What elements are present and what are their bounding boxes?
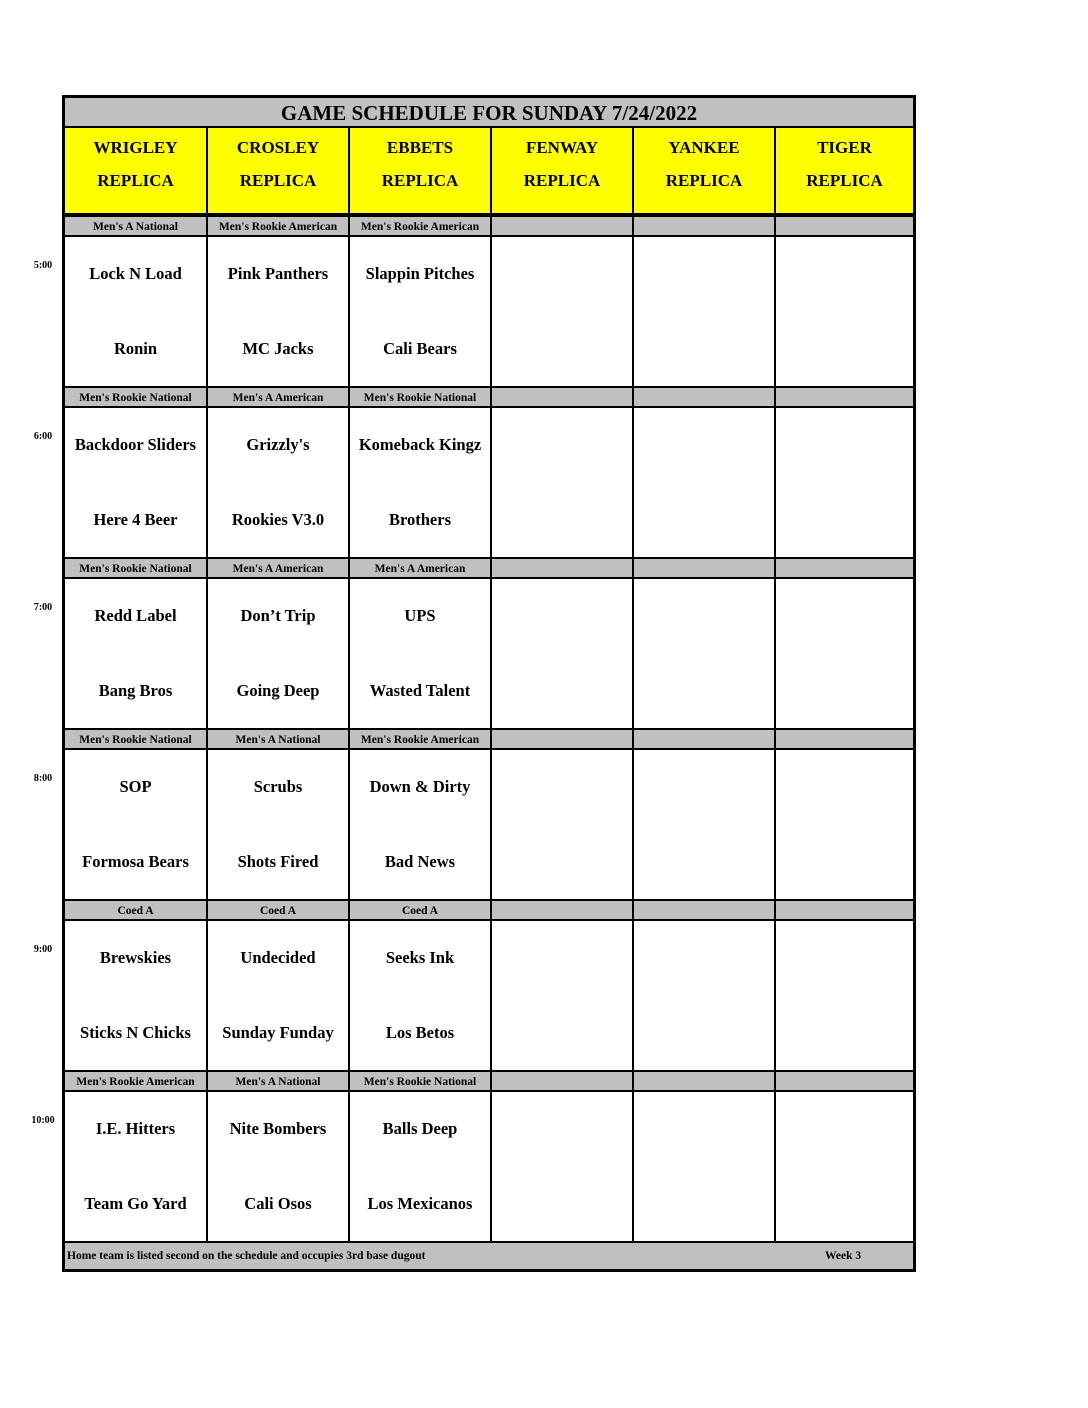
away-team: Brewskies [99,948,172,967]
game-cell [208,750,350,899]
division-label: Men's Rookie American [65,1070,208,1092]
away-team: Undecided [240,948,316,967]
away-team: Scrubs [253,777,303,796]
game-cell [634,579,776,728]
away-team: Backdoor Sliders [74,435,197,454]
game-cell [208,237,350,386]
division-label [776,386,913,408]
game-cell [350,1092,492,1241]
time-label: 6:00 [33,431,53,442]
division-label [634,557,776,579]
field-sub: REPLICA [665,171,743,190]
field-name: EBBETS [386,138,454,157]
game-cell [65,579,208,728]
schedule-title: GAME SCHEDULE FOR SUNDAY 7/24/2022 [65,98,913,128]
game-cell [776,921,913,1070]
away-team: Komeback Kingz [358,435,482,454]
home-team: Going Deep [236,681,320,700]
game-cell [65,750,208,899]
division-label: Men's Rookie National [65,728,208,750]
away-team: Redd Label [94,606,177,625]
away-team: Seeks Ink [385,948,455,967]
division-label: Men's Rookie National [65,386,208,408]
away-team: Pink Panthers [227,264,329,283]
division-label: Men's Rookie American [208,215,350,237]
division-row [65,215,913,237]
game-cell [776,750,913,899]
home-team: Los Betos [385,1023,455,1042]
division-label: Men's Rookie National [350,1070,492,1092]
home-team: Brothers [388,510,452,529]
division-label [634,386,776,408]
game-cell [492,579,634,728]
away-team: Nite Bombers [229,1119,327,1138]
division-label: Men's A National [208,728,350,750]
field-name: WRIGLEY [93,138,178,157]
game-cell [350,408,492,557]
schedule-table [62,95,916,1272]
field-name: TIGER [817,138,872,157]
game-cell [492,408,634,557]
home-team: Sticks N Chicks [80,1023,191,1042]
home-team: Formosa Bears [82,852,189,871]
time-label: 9:00 [33,944,53,955]
field-name: FENWAY [525,138,599,157]
home-team: Here 4 Beer [93,510,178,529]
home-team: Wasted Talent [369,681,471,700]
division-row [65,386,913,408]
game-cell [492,1092,634,1241]
field-sub: REPLICA [97,171,174,190]
time-label: 5:00 [33,260,53,271]
field-header-3 [350,128,492,215]
field-header-2 [208,128,350,215]
home-team: Cali Bears [383,339,457,358]
away-team: Grizzly's [246,435,310,454]
game-cell [492,237,634,386]
schedule-footer [65,1241,913,1269]
game-row [65,408,913,557]
game-cell [208,408,350,557]
division-label [492,386,634,408]
field-sub: REPLICA [806,171,883,190]
away-team: Slappin Pitches [365,264,475,283]
time-label: 8:00 [33,773,53,784]
away-team: Balls Deep [382,1119,458,1138]
division-label [776,1070,913,1092]
division-row [65,1070,913,1092]
game-cell [65,921,208,1070]
time-slots [65,215,913,1241]
division-label: Coed A [65,899,208,921]
game-cell [634,921,776,1070]
home-team: Sunday Funday [222,1023,334,1042]
division-row [65,728,913,750]
field-sub: REPLICA [239,171,317,190]
week-label: Week 3 [825,1250,862,1262]
field-sub: REPLICA [381,171,459,190]
field-header-5 [634,128,776,215]
game-cell [776,1092,913,1241]
home-team: Bang Bros [98,681,173,700]
away-team: I.E. Hitters [95,1119,176,1138]
game-row [65,1092,913,1241]
game-cell [208,579,350,728]
division-label: Men's Rookie National [65,557,208,579]
time-label: 7:00 [33,602,53,613]
division-label [492,215,634,237]
game-cell [776,237,913,386]
away-team: SOP [119,777,152,796]
field-header-row [65,128,913,215]
division-label [776,557,913,579]
division-label [492,728,634,750]
division-label [634,1070,776,1092]
game-cell [634,408,776,557]
division-label: Men's A National [65,215,208,237]
away-team: Lock N Load [89,264,182,283]
home-team: Los Mexicanos [367,1194,473,1213]
division-label: Men's A American [350,557,492,579]
game-cell [350,237,492,386]
game-cell [776,579,913,728]
home-team: MC Jacks [242,339,314,358]
footer-note: Home team is listed second on the schedule and occupies 3rd base dugout [67,1250,426,1262]
home-team: Rookies V3.0 [231,510,325,529]
game-cell [350,750,492,899]
game-cell [208,921,350,1070]
game-cell [208,1092,350,1241]
division-label: Men's Rookie National [350,386,492,408]
game-cell [350,579,492,728]
division-label [492,557,634,579]
field-header-4 [492,128,634,215]
home-team: Shots Fired [237,852,319,871]
division-label: Men's Rookie American [350,728,492,750]
game-row [65,579,913,728]
division-label [634,899,776,921]
game-cell [634,237,776,386]
time-label: 10:00 [31,1115,55,1126]
game-cell [634,1092,776,1241]
home-team: Bad News [384,852,456,871]
division-label [634,728,776,750]
field-name: YANKEE [668,138,740,157]
division-label: Coed A [208,899,350,921]
division-label: Men's A American [208,557,350,579]
home-team: Cali Osos [244,1194,312,1213]
game-row [65,237,913,386]
field-header-1 [65,128,208,215]
division-label [492,1070,634,1092]
division-label [634,215,776,237]
field-sub: REPLICA [523,171,601,190]
game-cell [65,1092,208,1241]
division-label [776,899,913,921]
game-cell [776,408,913,557]
game-cell [634,750,776,899]
division-label: Men's A American [208,386,350,408]
division-label: Men's A National [208,1070,350,1092]
division-label [776,215,913,237]
away-team: Down & Dirty [369,777,471,796]
division-label [492,899,634,921]
field-header-6 [776,128,913,215]
game-row [65,750,913,899]
division-row [65,557,913,579]
game-cell [65,408,208,557]
field-name: CROSLEY [236,138,320,157]
away-team: UPS [404,606,436,625]
division-label [776,728,913,750]
division-row [65,899,913,921]
home-team: Ronin [113,339,158,358]
game-cell [350,921,492,1070]
game-cell [492,750,634,899]
game-row [65,921,913,1070]
game-cell [65,237,208,386]
division-label: Men's Rookie American [350,215,492,237]
game-cell [492,921,634,1070]
division-label: Coed A [350,899,492,921]
home-team: Team Go Yard [84,1194,187,1213]
away-team: Don’t Trip [240,606,316,625]
